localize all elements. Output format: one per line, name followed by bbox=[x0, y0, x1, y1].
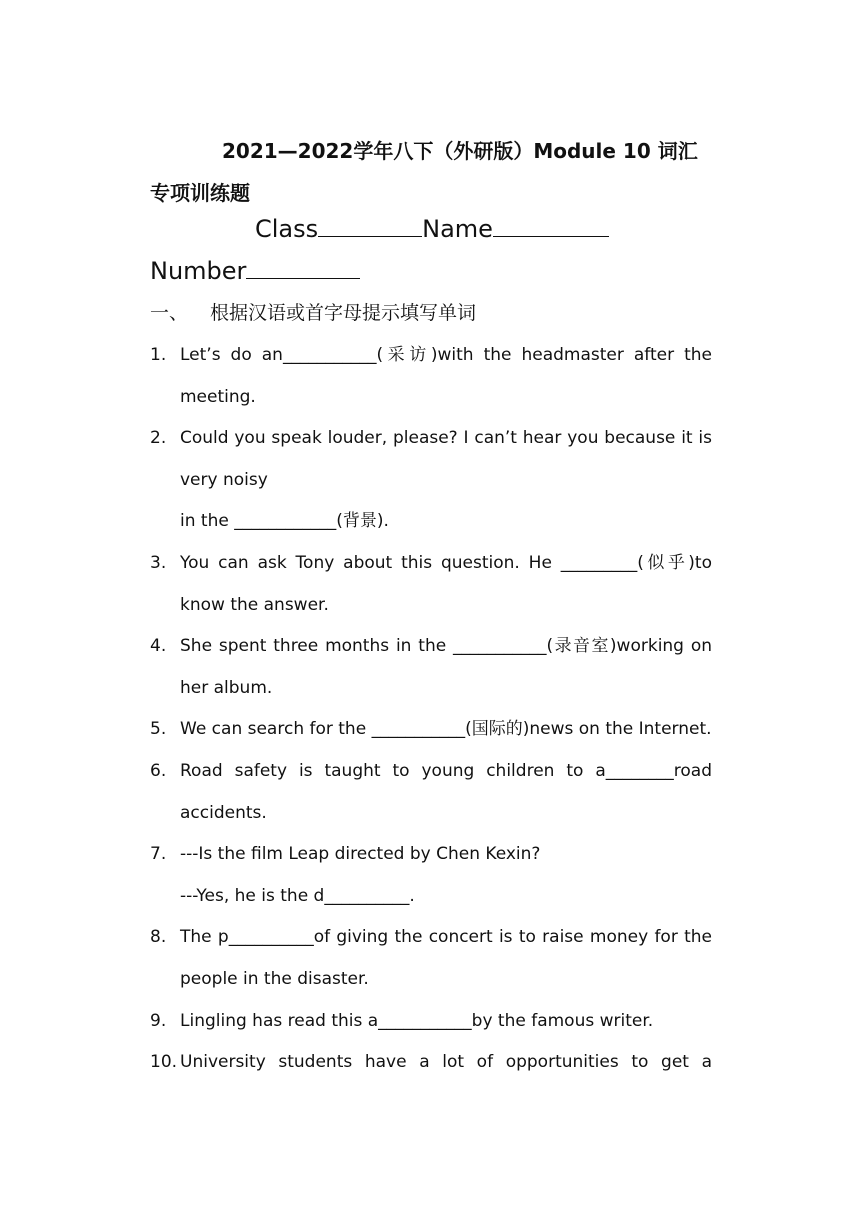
question-item bbox=[150, 1001, 712, 1043]
question-item bbox=[150, 1042, 712, 1084]
question-number: 3. bbox=[150, 552, 167, 573]
question-item bbox=[150, 626, 712, 709]
question-item bbox=[150, 335, 712, 418]
question-number: 8. bbox=[150, 927, 167, 948]
question-text: University students have a lot of opportunities to get a bbox=[180, 1052, 712, 1073]
question-text: accidents. bbox=[180, 802, 267, 823]
question-item bbox=[150, 917, 712, 1000]
question-number: 7. bbox=[150, 844, 167, 865]
question-text: Let’s do an___________(采访)with the headmaster after the bbox=[180, 345, 712, 365]
question-text: her album. bbox=[180, 677, 273, 698]
question-item bbox=[150, 418, 712, 543]
question-text: She spent three months in the ___________(录音室)working on bbox=[180, 636, 712, 657]
question-item bbox=[150, 709, 712, 751]
question-text: You can ask Tony about this question. He _________(似乎)to bbox=[180, 552, 712, 573]
question-text: ---Yes, he is the d__________. bbox=[180, 885, 415, 906]
question-number: 10. bbox=[150, 1052, 178, 1073]
question-text: people in the disaster. bbox=[180, 968, 369, 989]
question-text: Road safety is taught to young children to a________road bbox=[180, 760, 712, 781]
question-text: We can search for the ___________(国际的)news on the Internet. bbox=[180, 719, 712, 740]
section-title: 根据汉语或首字母提示填写单词 bbox=[210, 302, 477, 324]
question-item bbox=[150, 543, 712, 626]
question-number: 6. bbox=[150, 760, 167, 781]
question-item bbox=[150, 751, 712, 834]
name-label: Name bbox=[422, 215, 493, 243]
question-number: 5. bbox=[150, 719, 167, 740]
question-item bbox=[150, 834, 712, 917]
question-text: ---Is the film Leap directed by Chen Kexin? bbox=[180, 844, 541, 865]
class-blank[interactable] bbox=[318, 214, 422, 237]
question-number: 1. bbox=[150, 345, 167, 365]
section-number: 一、 bbox=[150, 302, 189, 324]
question-text: in the ____________(背景). bbox=[180, 511, 389, 532]
question-text: The p__________of giving the concert is to raise money for the bbox=[180, 927, 712, 948]
question-number: 2. bbox=[150, 428, 167, 449]
question-text: Could you speak louder, please? I can’t hear you because it is bbox=[180, 428, 712, 449]
question-text: meeting. bbox=[180, 386, 256, 407]
question-text: know the answer. bbox=[180, 594, 329, 615]
question-number: 9. bbox=[150, 1010, 167, 1031]
document-title: 2021—2022学年八下（外研版）Module 10 词汇专项训练题 bbox=[150, 139, 698, 205]
number-blank[interactable] bbox=[246, 256, 360, 279]
question-text: very noisy bbox=[180, 469, 268, 490]
name-blank[interactable] bbox=[493, 214, 609, 237]
question-number: 4. bbox=[150, 636, 167, 657]
class-label: Class bbox=[255, 215, 319, 243]
question-text: Lingling has read this a___________by the famous writer. bbox=[180, 1010, 654, 1031]
section-heading bbox=[150, 296, 476, 330]
number-label: Number bbox=[150, 257, 247, 285]
student-info-fields bbox=[150, 208, 712, 292]
question-list bbox=[150, 335, 712, 1084]
